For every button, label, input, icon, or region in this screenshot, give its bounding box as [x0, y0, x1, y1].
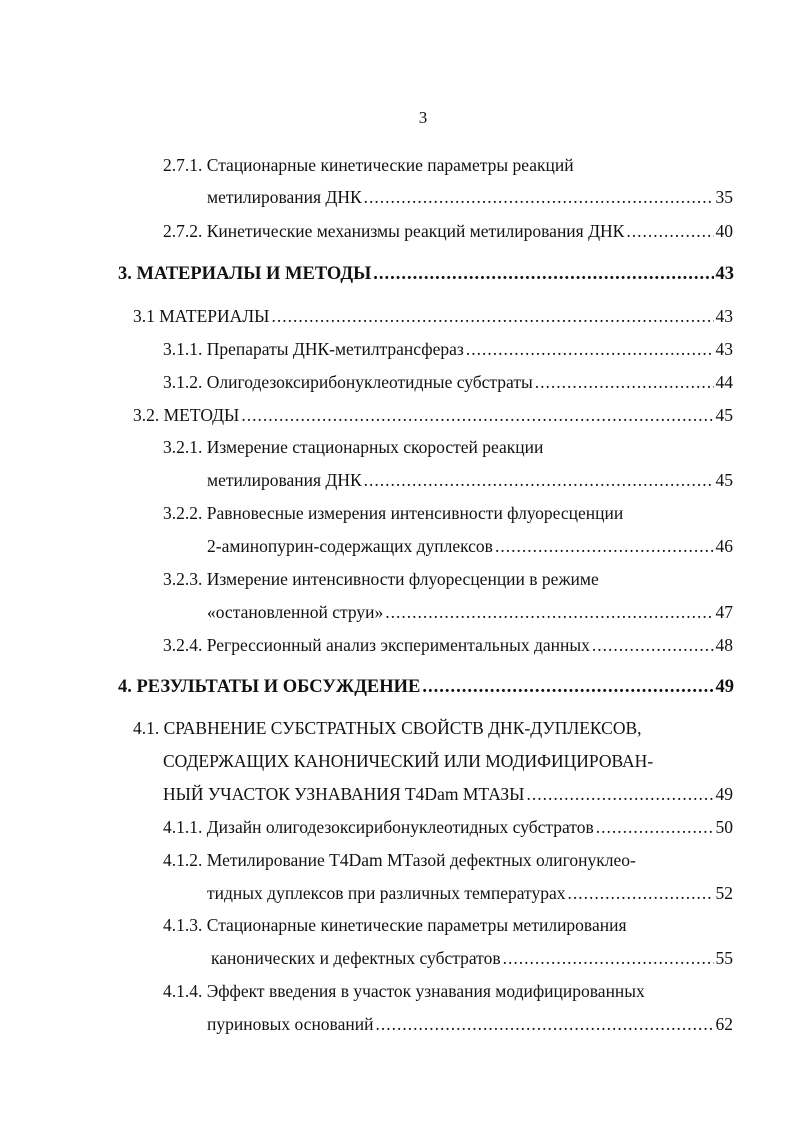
toc-entry-2-7-1-line2[interactable] [207, 186, 733, 208]
toc-entry-text: 3.2.2. Равновесные измерения интенсивности флуоресценции [163, 503, 624, 523]
toc-page-number: 45 [715, 470, 733, 490]
toc-page-number: 52 [715, 883, 733, 903]
toc-entry-text: 4.1.3. Стационарные кинетические параметры метилирования [163, 915, 627, 935]
toc-entry-3-1-1[interactable] [163, 338, 733, 360]
toc-page-number: 43 [715, 264, 734, 284]
toc-page-number: 35 [715, 187, 733, 207]
toc-page-number: 40 [715, 221, 733, 241]
toc-chapter-4[interactable] [118, 676, 734, 698]
dot-leader [385, 601, 713, 623]
dot-leader [495, 535, 714, 557]
toc-entry-text: канонических и дефектных субстратов [211, 948, 501, 968]
dot-leader [422, 676, 713, 698]
dot-leader [592, 634, 714, 656]
toc-page-number: 43 [715, 339, 733, 359]
toc-entry-text: 2-аминопурин-содержащих дуплексов [207, 536, 493, 556]
toc-entry-3-2-1-line1 [163, 436, 543, 458]
toc-entry-text: 3.1 МАТЕРИАЛЫ [133, 306, 270, 326]
toc-chapter-3[interactable] [118, 263, 734, 285]
toc-entry-3-2-2-line1 [163, 502, 623, 524]
toc-entry-3-2-2-line2[interactable] [207, 535, 733, 557]
toc-entry-text: 3.1.2. Олигодезоксирибонуклеотидные субстраты [163, 372, 533, 392]
toc-entry-3-2-4[interactable] [163, 634, 733, 656]
toc-entry-3-1-2[interactable] [163, 371, 733, 393]
dot-leader [466, 338, 714, 360]
toc-entry-2-7-2[interactable] [163, 220, 733, 242]
toc-entry-4-1-2-line1 [163, 849, 636, 871]
dot-leader [375, 1013, 713, 1035]
toc-entry-text: 4.1.4. Эффект введения в участок узнавания модифицированных [163, 981, 645, 1001]
toc-section-4-1-line3[interactable] [163, 783, 733, 805]
page-number: 3 [418, 108, 428, 127]
toc-entry-text: «остановленной струи» [207, 602, 384, 622]
toc-entry-text: 3.2. МЕТОДЫ [133, 405, 240, 425]
toc-entry-4-1-4-line1 [163, 980, 645, 1002]
toc-entry-text: 2.7.2. Кинетические механизмы реакций метилирования ДНК [163, 221, 625, 241]
dot-leader [364, 186, 714, 208]
toc-entry-4-1-3-line1 [163, 914, 627, 936]
dot-leader [503, 947, 714, 969]
toc-entry-text: 4.1.1. Дизайн олигодезоксирибонуклеотидных субстратов [163, 817, 594, 837]
toc-entry-text: метилирования ДНК [207, 470, 362, 490]
toc-page-number: 50 [715, 817, 733, 837]
dot-leader [271, 305, 713, 327]
toc-entry-text: 3.1.1. Препараты ДНК-метилтрансфераз [163, 339, 464, 359]
dot-leader [567, 882, 713, 904]
toc-entry-text: метилирования ДНК [207, 187, 362, 207]
toc-page-number: 55 [715, 948, 733, 968]
toc-entry-text: 2.7.1. Стационарные кинетические параметры реакций [163, 155, 574, 175]
toc-entry-text: СОДЕРЖАЩИХ КАНОНИЧЕСКИЙ ИЛИ МОДИФИЦИРОВАН- [163, 751, 654, 771]
toc-entry-4-1-3-line2[interactable] [211, 947, 733, 969]
toc-entry-text: пуриновых оснований [207, 1014, 374, 1034]
dot-leader [364, 469, 714, 491]
toc-chapter-title: 3. МАТЕРИАЛЫ И МЕТОДЫ [118, 264, 372, 284]
toc-page-number: 48 [715, 635, 733, 655]
toc-section-4-1-line1 [133, 717, 642, 739]
toc-page-number: 44 [715, 372, 733, 392]
toc-section-3-1[interactable] [133, 305, 733, 327]
dot-leader [526, 783, 713, 805]
toc-entry-text: 4.1.2. Метилирование T4Dam МТазой дефектных олигонуклео- [163, 850, 636, 870]
toc-section-4-1-line2 [163, 750, 653, 772]
toc-page-number: 43 [715, 306, 733, 326]
toc-entry-4-1-4-line2[interactable] [207, 1013, 733, 1035]
toc-entry-3-2-3-line2[interactable] [207, 601, 733, 623]
toc-entry-text: 3.2.1. Измерение стационарных скоростей реакции [163, 437, 544, 457]
toc-entry-text: 3.2.4. Регрессионный анализ экспериментальных данных [163, 635, 590, 655]
toc-entry-4-1-1[interactable] [163, 816, 733, 838]
toc-page-number: 47 [715, 602, 733, 622]
toc-entry-text: НЫЙ УЧАСТОК УЗНАВАНИЯ T4Dam МТАЗЫ [163, 784, 525, 804]
toc-page-number: 46 [715, 536, 733, 556]
toc-chapter-title: 4. РЕЗУЛЬТАТЫ И ОБСУЖДЕНИЕ [118, 677, 421, 697]
toc-entry-4-1-2-line2[interactable] [207, 882, 733, 904]
dot-leader [373, 263, 713, 285]
toc-section-3-2[interactable] [133, 404, 733, 426]
toc-entry-text: тидных дуплексов при различных температурах [207, 883, 566, 903]
toc-entry-3-2-1-line2[interactable] [207, 469, 733, 491]
toc-page-number: 49 [715, 677, 734, 697]
toc-page-number: 49 [715, 784, 733, 804]
toc-page-number: 62 [715, 1014, 733, 1034]
dot-leader [241, 404, 713, 426]
dot-leader [535, 371, 714, 393]
toc-entry-text: 3.2.3. Измерение интенсивности флуоресценции в режиме [163, 569, 599, 589]
dot-leader [626, 220, 713, 242]
toc-entry-3-2-3-line1 [163, 568, 599, 590]
toc-entry-text: 4.1. СРАВНЕНИЕ СУБСТРАТНЫХ СВОЙСТВ ДНК-ДУПЛЕКСОВ, [133, 718, 642, 738]
toc-page-number: 45 [715, 405, 733, 425]
dot-leader [596, 816, 714, 838]
toc-entry-2-7-1-line1 [163, 154, 574, 176]
